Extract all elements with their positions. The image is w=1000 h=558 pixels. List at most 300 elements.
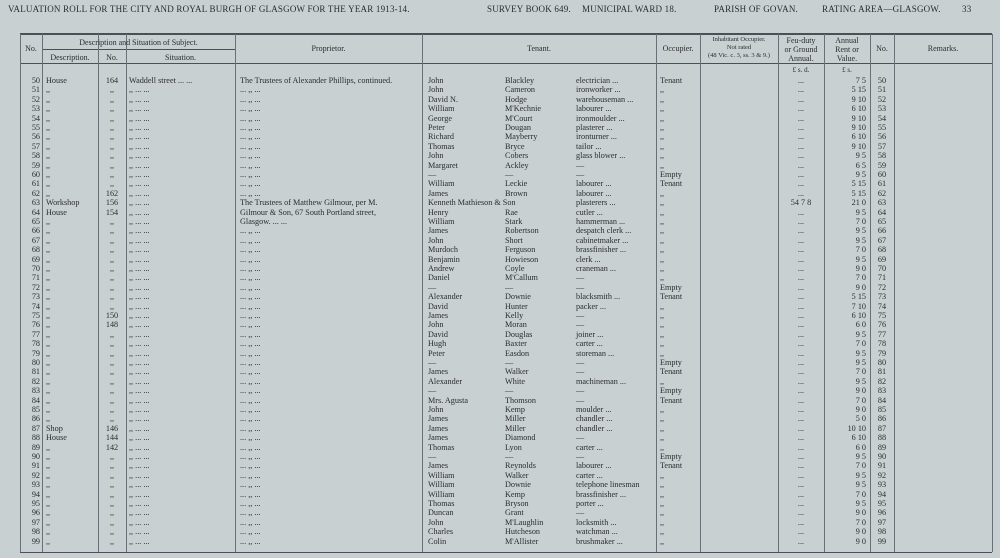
cell-prop: ... ,, ... (240, 395, 261, 405)
cell-num: 142 (105, 442, 119, 452)
cell-n-right: 86 (877, 414, 887, 424)
cell-f: Thomas (428, 141, 455, 151)
cell-num: ,, (109, 499, 115, 508)
cell-n: 87 (31, 423, 40, 433)
cell-feu: ... (797, 395, 805, 405)
col-no: No. (25, 44, 37, 53)
cell-occupier: ,, (660, 339, 665, 349)
cell-occupier: ,, (660, 329, 665, 339)
page-number: 33 (962, 4, 972, 14)
cell-rent: 5 15 (851, 179, 866, 189)
cell-prop: ... ,, ... (240, 160, 261, 170)
cell-d: ,, (46, 348, 51, 358)
cell-f: Hugh (428, 339, 447, 349)
cell-f: William (428, 470, 455, 480)
cell-feu: ... (797, 414, 805, 424)
cell-sit: ,, ... ... (129, 452, 150, 461)
cell-rent: 6 0 (855, 320, 866, 330)
cell-n: 64 (31, 207, 40, 217)
cell-rent: 9 5 (855, 254, 866, 264)
cell-f: James (428, 311, 449, 320)
cell-prop: ... ,, ... (240, 226, 261, 236)
cell-rent: 7 0 (855, 367, 866, 377)
cell-occupier: ,, (660, 113, 665, 123)
cell-feu: ... (797, 207, 805, 217)
cell-num: ,, (109, 245, 115, 255)
column-divider (894, 34, 895, 552)
cell-feu: ... (797, 405, 805, 414)
bottom-rule (20, 552, 992, 553)
cell-f: Kenneth Mathieson & Son (428, 198, 516, 208)
parish: PARISH OF GOVAN. (714, 4, 798, 14)
cell-occ: porter ... (576, 499, 604, 508)
column-divider (42, 34, 43, 552)
cell-feu: ... (797, 536, 805, 546)
cell-num: ,, (109, 217, 115, 226)
feu-line3: Annual. (788, 54, 814, 63)
cell-n: 68 (31, 245, 40, 255)
cell-prop: ... ,, ... (240, 414, 261, 424)
cell-n: 95 (31, 499, 40, 508)
cell-prop: Gilmour & Son, 67 South Portland street, (240, 207, 377, 217)
cell-occupier: Empty (660, 282, 682, 292)
cell-l: Brown (505, 188, 528, 198)
survey-book: SURVEY BOOK 649. (487, 4, 571, 14)
cell-feu: ... (797, 489, 805, 499)
cell-sit: ,, ... ... (129, 282, 150, 292)
cell-occ: cutler ... (576, 207, 603, 217)
cell-num: ,, (109, 235, 115, 245)
cell-feu: ... (797, 348, 805, 358)
cell-feu: ... (797, 217, 805, 226)
cell-prop: ... ,, ... (240, 423, 261, 433)
cell-feu: ... (797, 517, 805, 527)
cell-prop: ... ,, ... (240, 489, 261, 499)
cell-rent: 5 15 (851, 292, 866, 302)
col-occupier: Occupier. (662, 44, 694, 53)
cell-d: ,, (46, 254, 51, 264)
cell-l: — (505, 358, 514, 367)
cell-prop: ... ,, ... (240, 273, 261, 283)
cell-n: 93 (31, 480, 40, 490)
col-desc-situation: Description and Situation of Subject. (79, 38, 198, 47)
cell-l: — (505, 282, 514, 292)
cell-prop: ... ,, ... (240, 376, 261, 386)
cell-occupier: ,, (660, 151, 665, 161)
cell-occ: — (576, 311, 585, 320)
cell-f: John (428, 517, 444, 527)
cell-num: ,, (109, 395, 115, 405)
cell-f: Charles (428, 527, 454, 537)
cell-occupier: ,, (660, 85, 665, 95)
cell-rent: 7 10 (851, 301, 866, 311)
cell-n-right: 91 (877, 461, 887, 471)
cell-occupier: Empty (660, 358, 682, 367)
cell-occupier: ,, (660, 160, 665, 170)
cell-sit: ,, ... ... (129, 461, 150, 471)
cell-feu: ... (797, 461, 805, 471)
cell-n: 88 (31, 433, 40, 443)
cell-n: 78 (31, 339, 40, 349)
cell-sit: ,, ... ... (129, 499, 150, 508)
cell-sit: ,, ... ... (129, 358, 150, 367)
cell-n-right: 54 (877, 113, 887, 123)
cell-sit: ,, ... ... (129, 207, 150, 217)
cell-d: ,, (46, 386, 51, 396)
cell-occ: — (576, 282, 585, 292)
cell-feu: ... (797, 282, 805, 292)
cell-n-right: 61 (877, 179, 887, 189)
col-annual-rent (824, 36, 870, 63)
col-tenant: Tenant. (527, 44, 551, 53)
cell-num: ,, (109, 160, 115, 170)
cell-n-right: 85 (877, 405, 887, 414)
cell-num: 146 (105, 423, 119, 433)
cell-num: 154 (105, 207, 119, 217)
cell-occ: hammerman ... (576, 217, 626, 226)
cell-sit: ,, ... ... (129, 123, 150, 132)
cell-num: ,, (109, 414, 115, 424)
cell-rent: 9 5 (855, 470, 866, 480)
cell-occupier: ,, (660, 217, 665, 226)
cell-feu: ... (797, 85, 805, 95)
cell-f: — (428, 358, 437, 367)
cell-occ: — (576, 367, 585, 377)
cell-n: 71 (31, 273, 40, 283)
cell-sit: ,, ... ... (129, 85, 150, 95)
cell-rent: 10 10 (847, 423, 866, 433)
cell-prop: ... ,, ... (240, 94, 261, 104)
cell-n: 50 (31, 76, 40, 85)
cell-rent: 9 0 (855, 527, 866, 537)
cell-f: William (428, 217, 455, 226)
cell-num: ,, (109, 489, 115, 499)
cell-n-right: 93 (877, 480, 887, 490)
cell-prop: ... ,, ... (240, 85, 261, 95)
cell-d: ,, (46, 132, 51, 142)
cell-rent: 9 5 (855, 226, 866, 236)
cell-n: 99 (31, 536, 40, 546)
cell-n-right: 58 (877, 151, 887, 161)
cell-f: Thomas (428, 442, 455, 452)
cell-f: James (428, 188, 449, 198)
cell-num: ,, (109, 470, 115, 480)
cell-d: ,, (46, 508, 51, 518)
cell-num: ,, (109, 536, 115, 546)
cell-sit: ,, ... ... (129, 292, 150, 302)
cell-sit: ,, ... ... (129, 329, 150, 339)
cell-num: ,, (109, 367, 115, 377)
cell-feu: ... (797, 433, 805, 443)
column-divider (126, 34, 127, 552)
cell-sit: ,, ... ... (129, 414, 150, 424)
cell-l: Mayberry (505, 132, 538, 142)
cell-l: Hutcheson (505, 527, 541, 537)
cell-l: Kelly (505, 311, 524, 320)
cell-rent: 21 0 (851, 198, 866, 208)
cell-occ: watchman ... (576, 527, 618, 537)
cell-prop: ... ,, ... (240, 113, 261, 123)
cell-f: John (428, 151, 444, 161)
cell-n-right: 60 (877, 170, 887, 179)
cell-feu: ... (797, 151, 805, 161)
cell-occupier: ,, (660, 376, 665, 386)
cell-n: 53 (31, 104, 40, 114)
cell-d: ,, (46, 235, 51, 245)
cell-occ: labourer ... (576, 104, 612, 114)
cell-sit: ,, ... ... (129, 104, 150, 114)
cell-occ: tailor ... (576, 141, 602, 151)
cell-f: Thomas (428, 499, 455, 508)
cell-n-right: 87 (877, 423, 887, 433)
cell-num: ,, (109, 405, 115, 414)
column-divider (824, 34, 825, 552)
cell-sit: ,, ... ... (129, 442, 150, 452)
cell-occupier: ,, (660, 273, 665, 283)
cell-d: ,, (46, 470, 51, 480)
cell-d: ,, (46, 226, 51, 236)
cell-occupier: ,, (660, 188, 665, 198)
cell-occupier: ,, (660, 141, 665, 151)
cell-occupier: ,, (660, 348, 665, 358)
cell-feu: ... (797, 470, 805, 480)
cell-n: 62 (31, 188, 40, 198)
cell-prop: ... ,, ... (240, 442, 261, 452)
cell-prop: ... ,, ... (240, 123, 261, 132)
cell-d: ,, (46, 405, 51, 414)
cell-prop: ... ,, ... (240, 320, 261, 330)
cell-num: 164 (105, 76, 119, 85)
cell-l: White (505, 376, 526, 386)
cell-n-right: 66 (877, 226, 887, 236)
cell-n-right: 77 (877, 329, 887, 339)
column-divider (235, 34, 236, 552)
column-divider (700, 34, 701, 552)
cell-num: ,, (109, 508, 115, 518)
cell-num: ,, (109, 348, 115, 358)
cell-n: 76 (31, 320, 40, 330)
cell-n-right: 94 (877, 489, 887, 499)
cell-d: ,, (46, 480, 51, 490)
cell-occupier: Tenant (660, 367, 683, 377)
cell-rent: 7 5 (855, 76, 866, 85)
cell-d: ,, (46, 179, 51, 189)
cell-sit: ,, ... ... (129, 113, 150, 123)
cell-num: ,, (109, 151, 115, 161)
cell-d: House (46, 433, 67, 443)
cell-l: M'Kechnie (505, 104, 542, 114)
cell-occ: plasterer ... (576, 123, 613, 132)
cell-d: House (46, 207, 67, 217)
feu-line1: Feu-duty (786, 36, 816, 45)
cell-f: Mrs. Agusta (428, 395, 469, 405)
cell-rent: 9 0 (855, 508, 866, 518)
cell-occ: — (576, 273, 585, 283)
cell-n: 79 (31, 348, 40, 358)
subhead-rule (42, 49, 235, 50)
cell-n-right: 56 (877, 132, 887, 142)
cell-n-right: 79 (877, 348, 887, 358)
cell-l: M'Laughlin (505, 517, 544, 527)
cell-n-right: 67 (877, 235, 887, 245)
cell-l: Robertson (505, 226, 539, 236)
cell-rent: 6 0 (855, 442, 866, 452)
cell-f: — (428, 452, 437, 461)
cell-sit: ,, ... ... (129, 339, 150, 349)
cell-occ: — (576, 320, 585, 330)
cell-n: 89 (31, 442, 40, 452)
cell-n-right: 57 (877, 141, 887, 151)
cell-n: 57 (31, 141, 40, 151)
cell-feu: ... (797, 170, 805, 179)
cell-l: Dougan (505, 123, 531, 132)
cell-feu: ... (797, 423, 805, 433)
cell-l: Reynolds (505, 461, 536, 471)
cell-prop: ... ,, ... (240, 339, 261, 349)
inhabitant-line2: Not rated (726, 44, 752, 51)
cell-n-right: 82 (877, 376, 887, 386)
cell-sit: ,, ... ... (129, 179, 150, 189)
cell-rent: 9 0 (855, 536, 866, 546)
cell-num: ,, (109, 301, 115, 311)
cell-occupier: ,, (660, 301, 665, 311)
cell-occ: cabinetmaker ... (576, 235, 629, 245)
cell-n-right: 71 (877, 273, 887, 283)
cell-sit: ,, ... ... (129, 395, 150, 405)
feu-units: £ s. d. (792, 66, 810, 74)
page-header (0, 4, 1000, 20)
cell-f: — (428, 170, 437, 179)
cell-n-right: 89 (877, 442, 887, 452)
cell-occupier: Tenant (660, 461, 683, 471)
cell-num: ,, (109, 376, 115, 386)
cell-l: Cameron (505, 85, 536, 95)
cell-occupier: ,, (660, 499, 665, 508)
cell-l: Cobers (505, 151, 529, 161)
cell-prop: ... ,, ... (240, 358, 261, 367)
cell-f: John (428, 405, 444, 414)
cell-occupier: ,, (660, 320, 665, 330)
cell-rent: 9 5 (855, 376, 866, 386)
cell-num: ,, (109, 480, 115, 490)
cell-occ: — (576, 170, 585, 179)
cell-num: ,, (109, 273, 115, 283)
cell-feu: ... (797, 339, 805, 349)
cell-sit: ,, ... ... (129, 273, 150, 283)
cell-occupier: ,, (660, 433, 665, 443)
cell-f: William (428, 480, 455, 490)
cell-num: ,, (109, 113, 115, 123)
rent-units: £ s. (842, 66, 852, 74)
cell-l: Walker (505, 367, 529, 377)
cell-f: George (428, 113, 452, 123)
cell-feu: ... (797, 160, 805, 170)
cell-d: ,, (46, 292, 51, 302)
cell-d: ,, (46, 301, 51, 311)
cell-occupier: ,, (660, 235, 665, 245)
cell-num: ,, (109, 517, 115, 527)
cell-occupier: ,, (660, 311, 665, 320)
cell-sit: ,, ... ... (129, 198, 150, 208)
cell-feu: ... (797, 94, 805, 104)
cell-n: 59 (31, 160, 40, 170)
col-no-right: No. (876, 44, 888, 53)
cell-f: Margaret (428, 160, 458, 170)
cell-f: James (428, 367, 449, 377)
cell-n-right: 92 (877, 470, 887, 480)
cell-l: Bryson (505, 499, 529, 508)
cell-l: — (505, 386, 514, 396)
cell-occ: despatch clerk ... (576, 226, 632, 236)
cell-num: ,, (109, 132, 115, 142)
col-situation: Situation. (165, 53, 196, 62)
cell-l: Coyle (505, 264, 525, 273)
cell-occ: brushmaker ... (576, 536, 623, 546)
cell-num: ,, (109, 527, 115, 537)
cell-occupier: Empty (660, 386, 682, 396)
cell-l: Rae (505, 207, 518, 217)
cell-l: M'Allister (505, 536, 539, 546)
cell-num: 156 (105, 198, 119, 208)
cell-n: 66 (31, 226, 40, 236)
cell-n: 92 (31, 470, 40, 480)
cell-n-right: 72 (877, 282, 887, 292)
cell-rent: 7 0 (855, 217, 866, 226)
cell-occ: chandler ... (576, 414, 613, 424)
cell-n-right: 96 (877, 508, 887, 518)
cell-num: ,, (109, 339, 115, 349)
cell-num: 150 (105, 311, 119, 320)
cell-d: ,, (46, 151, 51, 161)
cell-prop: ... ,, ... (240, 348, 261, 358)
cell-feu: ... (797, 527, 805, 537)
col-inhabitant (700, 36, 778, 60)
cell-f: Richard (428, 132, 454, 142)
cell-occ: ironturner ... (576, 132, 617, 142)
cell-d: ,, (46, 367, 51, 377)
cell-prop: ... ,, ... (240, 480, 261, 490)
column-divider (98, 34, 99, 552)
cell-sit: ,, ... ... (129, 141, 150, 151)
feu-line2: or Ground (784, 45, 818, 54)
cell-n-right: 99 (877, 536, 887, 546)
cell-occupier: ,, (660, 104, 665, 114)
cell-occ: carter ... (576, 339, 603, 349)
cell-num: ,, (109, 179, 115, 189)
cell-n-right: 81 (877, 367, 887, 377)
cell-n-right: 80 (877, 358, 887, 367)
cell-occ: — (576, 452, 585, 461)
cell-l: Howieson (505, 254, 539, 264)
cell-occ: chandler ... (576, 423, 613, 433)
cell-f: James (428, 414, 449, 424)
cell-d: ,, (46, 188, 51, 198)
cell-prop: ... ,, ... (240, 245, 261, 255)
cell-prop: ... ,, ... (240, 311, 261, 320)
header-rule (20, 63, 992, 64)
cell-num: ,, (109, 94, 115, 104)
cell-n: 94 (31, 489, 40, 499)
cell-occupier: ,, (660, 264, 665, 273)
cell-occ: craneman ... (576, 264, 617, 273)
cell-n: 69 (31, 254, 40, 264)
cell-l: Blackley (505, 76, 535, 85)
cell-rent: 9 5 (855, 235, 866, 245)
cell-f: John (428, 320, 444, 330)
cell-d: ,, (46, 85, 51, 95)
cell-l: Baxter (505, 339, 527, 349)
cell-n-right: 73 (877, 292, 887, 302)
